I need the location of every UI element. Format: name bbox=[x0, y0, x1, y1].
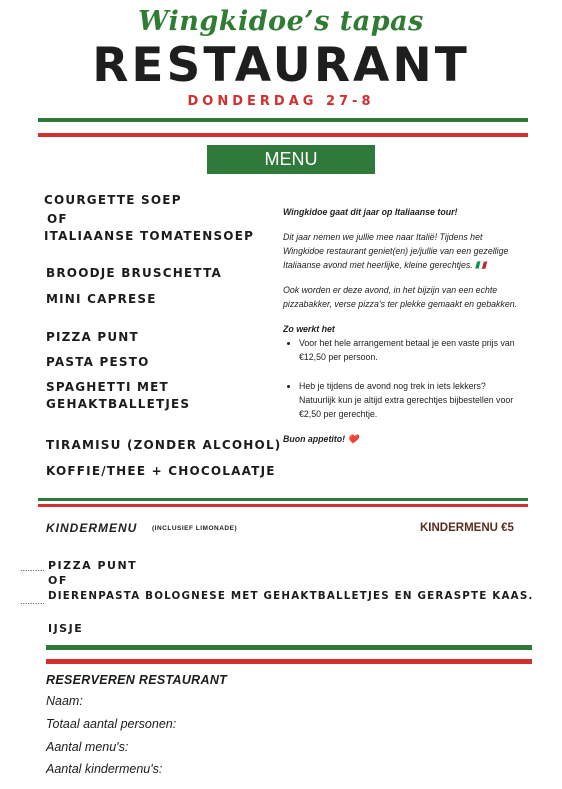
menu-item: PASTA PESTO bbox=[46, 355, 150, 369]
fill-dots: .......... bbox=[20, 596, 46, 606]
divider-green-top bbox=[38, 118, 528, 122]
info-text-line: Heb je tijdens de avond nog trek in iets lekkers? bbox=[299, 381, 486, 391]
script-title: Wingkidoe’s tapas bbox=[138, 6, 424, 37]
kindermenu-note: (INCLUSIEF LIMONADE) bbox=[152, 525, 238, 532]
info-text-line: Wingkidoe restaurant geniet(en) je/jullie van een gezellige bbox=[283, 246, 509, 256]
menu-banner: MENU bbox=[207, 145, 375, 174]
reservation-kids-label: Aantal kindermenu's: bbox=[46, 762, 163, 776]
menu-item: TIRAMISU (ZONDER ALCOHOL) bbox=[46, 438, 282, 452]
reservation-menus-label: Aantal menu's: bbox=[46, 740, 129, 754]
divider-red-mid bbox=[38, 504, 528, 507]
divider-red-bottom bbox=[46, 659, 532, 664]
info-text-line: Italiaanse avond met heerlijke, kleine gerechtjes. 🇮🇹 bbox=[283, 260, 487, 270]
event-date: DONDERDAG 27-8 bbox=[187, 94, 375, 109]
info-text-line: Voor het hele arrangement betaal je een vaste prijs van bbox=[299, 338, 515, 348]
info-heading: Wingkidoe gaat dit jaar op Italiaanse tour! bbox=[283, 207, 458, 217]
menu-item: GEHAKTBALLETJES bbox=[46, 397, 191, 411]
info-text-line: €12,50 per persoon. bbox=[299, 352, 378, 362]
kinder-item: DIERENPASTA BOLOGNESE MET GEHAKTBALLETJES EN GERASPTE KAAS. bbox=[48, 590, 534, 602]
bullet-item bbox=[299, 336, 533, 364]
divider-green-mid bbox=[38, 498, 528, 501]
info-bullets bbox=[283, 336, 533, 421]
kinder-item: OF bbox=[48, 574, 68, 587]
menu-item: KOFFIE/THEE + CHOCOLAATJE bbox=[46, 464, 276, 478]
divider-red-top bbox=[38, 133, 528, 137]
page-title: RESTAURANT bbox=[92, 38, 470, 93]
menu-item: SPAGHETTI MET bbox=[46, 380, 169, 394]
info-text-line: Dit jaar nemen we jullie mee naar Italië! Tijdens het bbox=[283, 232, 483, 242]
kindermenu-price: KINDERMENU €5 bbox=[420, 522, 514, 534]
kinder-item: PIZZA PUNT bbox=[48, 559, 138, 572]
reservation-persons-label: Totaal aantal personen: bbox=[46, 717, 177, 731]
reservation-name-label: Naam: bbox=[46, 694, 83, 708]
info-text-line: €2,50 per gerechtje. bbox=[299, 409, 378, 419]
menu-item: COURGETTE SOEP bbox=[44, 193, 182, 207]
menu-item: MINI CAPRESE bbox=[46, 292, 157, 306]
kindermenu-title: KINDERMENU bbox=[46, 521, 138, 535]
reservation-title: RESERVEREN RESTAURANT bbox=[46, 673, 228, 687]
divider-green-bottom bbox=[46, 645, 532, 650]
info-text-line: Ook worden er deze avond, in het bijzijn van een echte bbox=[283, 285, 498, 295]
bullet-item bbox=[299, 379, 533, 421]
menu-item: ITALIAANSE TOMATENSOEP bbox=[44, 229, 255, 243]
fill-dots: .......... bbox=[20, 563, 46, 573]
menu-item: OF bbox=[47, 212, 68, 226]
info-text-line: Natuurlijk kun je altijd extra gerechtjes bijbestellen voor bbox=[299, 395, 514, 405]
closing-text: Buon appetito! ❤️ bbox=[283, 434, 359, 444]
info-column bbox=[283, 205, 533, 446]
kinder-item: IJSJE bbox=[48, 622, 84, 635]
menu-item: BROODJE BRUSCHETTA bbox=[46, 266, 223, 280]
info-text-line: pizzabakker, verse pizza’s ter plekke gemaakt en gebakken. bbox=[283, 299, 518, 309]
menu-item: PIZZA PUNT bbox=[46, 330, 139, 344]
how-it-works-heading: Zo werkt het bbox=[283, 324, 335, 334]
